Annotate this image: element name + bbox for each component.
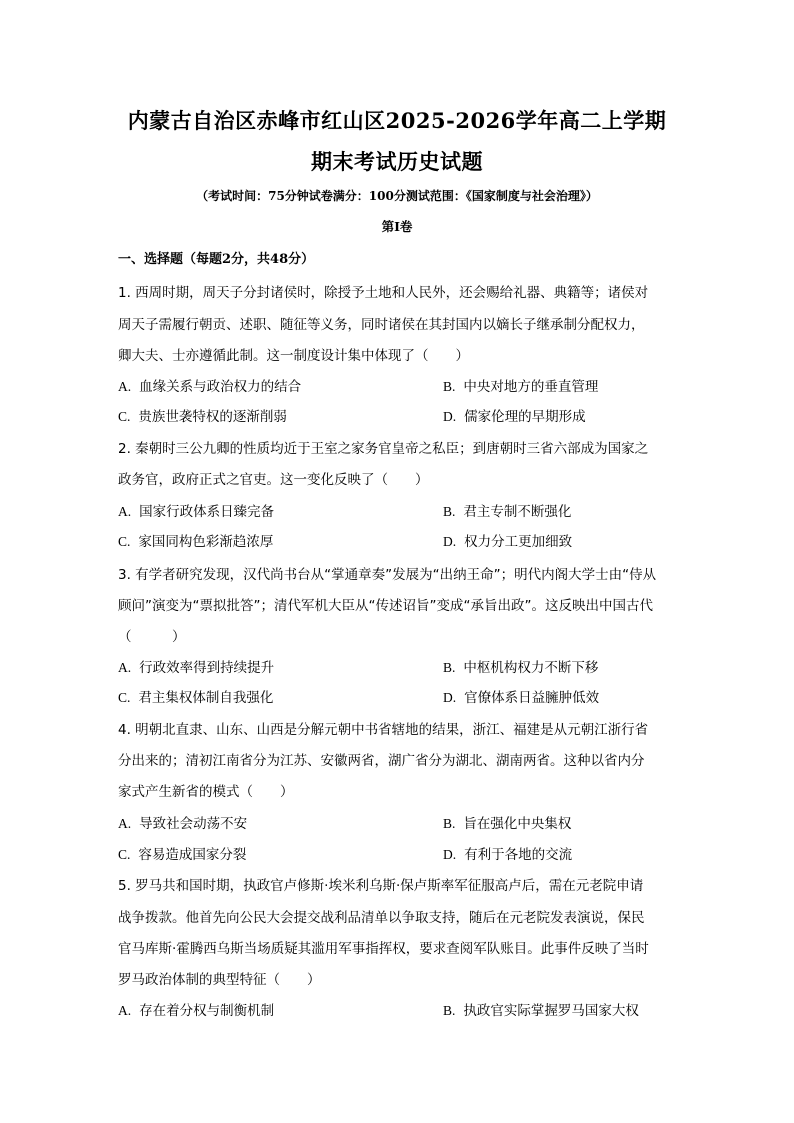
- option-letter: A.: [118, 504, 132, 519]
- option-letter: D.: [443, 409, 457, 424]
- q5-line-2: 战争拨款。他首先向公民大会提交战利品清单以争取支持，随后在元老院发表演说，保民: [118, 910, 645, 926]
- option-text: 中央对地方的垂直管理: [463, 379, 599, 395]
- option-text: 容易造成国家分裂: [138, 847, 247, 863]
- option-letter: A.: [118, 816, 132, 831]
- q5-line-3: 官马库斯·霍腾西乌斯当场质疑其滥用军事指挥权，要求查阅军队账目。此事件反映了当时: [118, 941, 649, 957]
- q4-line-1: 4. 明朝北直隶、山东、山西是分解元朝中书省辖地的结果，浙江、福建是从元朝江浙行省: [118, 722, 649, 738]
- option-letter: B.: [443, 660, 456, 675]
- option-text: 导致社会动荡不安: [139, 816, 248, 832]
- option-letter: C.: [118, 534, 131, 549]
- q2-option-a[interactable]: [118, 500, 274, 520]
- q2-option-d[interactable]: [443, 530, 572, 550]
- q4-option-b[interactable]: [443, 812, 571, 832]
- exam-title-line2: 期末考试历史试题: [311, 149, 483, 174]
- option-text: 家国同构色彩渐趋浓厚: [138, 534, 274, 550]
- option-letter: C.: [118, 409, 131, 424]
- option-text: 儒家伦理的早期形成: [464, 409, 586, 425]
- q5-option-b[interactable]: [443, 999, 639, 1019]
- option-letter: B.: [443, 379, 456, 394]
- option-letter: A.: [118, 379, 132, 394]
- q3-line-2: 顾问”演变为“票拟批答”；清代军机大臣从“传述诏旨”变成“承旨出政”。这反映出中国古代: [118, 598, 653, 614]
- option-letter: A.: [118, 1003, 132, 1018]
- option-text: 君主专制不断强化: [463, 504, 572, 520]
- q5-option-a[interactable]: [118, 999, 274, 1019]
- option-text: 存在着分权与制衡机制: [139, 1003, 275, 1019]
- q4-option-c[interactable]: [118, 843, 246, 863]
- q3-option-c[interactable]: [118, 686, 273, 706]
- exam-info: （考试时间：75分钟试卷满分：100分测试范围：《国家制度与社会治理》）: [196, 189, 598, 203]
- option-letter: B.: [443, 1003, 456, 1018]
- option-letter: D.: [443, 534, 457, 549]
- q3-line-1: 3. 有学者研究发现，汉代尚书台从“掌通章奏”发展为“出纳王命”；明代内阁大学士由“侍从: [118, 567, 657, 583]
- option-text: 有利于各地的交流: [464, 847, 573, 863]
- q3-option-a[interactable]: [118, 656, 274, 676]
- q1-line-1: 1. 西周时期，周天子分封诸侯时，除授予土地和人民外，还会赐给礼器、典籍等；诸侯对: [118, 285, 649, 301]
- q3-option-b[interactable]: [443, 656, 598, 676]
- q1-option-a[interactable]: [118, 375, 301, 395]
- option-text: 执政官实际掌握罗马国家大权: [463, 1003, 639, 1019]
- option-text: 君主集权体制自我强化: [138, 690, 274, 706]
- q2-option-c[interactable]: [118, 530, 273, 550]
- q1-line-2: 周天子需履行朝贡、述职、随征等义务，同时诸侯在其封国内以嫡长子继承制分配权力，: [118, 317, 645, 333]
- option-letter: A.: [118, 660, 132, 675]
- option-text: 中枢机构权力不断下移: [463, 660, 599, 676]
- q4-line-2: 分出来的；清初江南省分为江苏、安徽两省，湖广省分为湖北、湖南两省。这种以省内分: [118, 753, 645, 769]
- option-text: 官僚体系日益臃肿低效: [464, 690, 600, 706]
- option-text: 血缘关系与政治权力的结合: [139, 379, 302, 395]
- option-letter: C.: [118, 690, 131, 705]
- option-letter: C.: [118, 847, 131, 862]
- option-text: 贵族世袭特权的逐渐削弱: [138, 409, 287, 425]
- q2-line-1: 2. 秦朝时三公九卿的性质均近于王室之家务官皇帝之私臣；到唐朝时三省六部成为国家之: [118, 441, 649, 457]
- option-letter: D.: [443, 847, 457, 862]
- q5-line-4: 罗马政治体制的典型特征（ ）: [118, 972, 321, 988]
- option-letter: B.: [443, 504, 456, 519]
- option-letter: D.: [443, 690, 457, 705]
- option-text: 权力分工更加细致: [464, 534, 573, 550]
- volume-label: 第Ⅰ卷: [381, 219, 413, 234]
- q5-line-1: 5. 罗马共和国时期，执政官卢修斯·埃米利乌斯·保卢斯率军征服高卢后，需在元老院申请: [118, 878, 644, 894]
- exam-title-line1: 内蒙古自治区赤峰市红山区2025-2026学年高二上学期: [127, 108, 667, 133]
- q1-option-b[interactable]: [443, 375, 598, 395]
- q2-line-2: 政务官，政府正式之官吏。这一变化反映了（ ）: [118, 472, 429, 488]
- q4-option-d[interactable]: [443, 843, 572, 863]
- q1-option-d[interactable]: [443, 405, 586, 425]
- option-letter: B.: [443, 816, 456, 831]
- option-text: 国家行政体系日臻完备: [139, 504, 275, 520]
- option-text: 旨在强化中央集权: [463, 816, 572, 832]
- q1-option-c[interactable]: [118, 405, 287, 425]
- q1-line-3: 卿大夫、士亦遵循此制。这一制度设计集中体现了（ ）: [118, 348, 469, 364]
- q3-option-d[interactable]: [443, 686, 599, 706]
- option-text: 行政效率得到持续提升: [139, 660, 275, 676]
- section-heading: 一、选择题（每题2分，共48分）: [118, 252, 315, 267]
- q4-line-3: 家式产生新省的模式（ ）: [118, 784, 294, 800]
- q3-line-3: （ ）: [118, 629, 186, 645]
- q4-option-a[interactable]: [118, 812, 247, 832]
- q2-option-b[interactable]: [443, 500, 571, 520]
